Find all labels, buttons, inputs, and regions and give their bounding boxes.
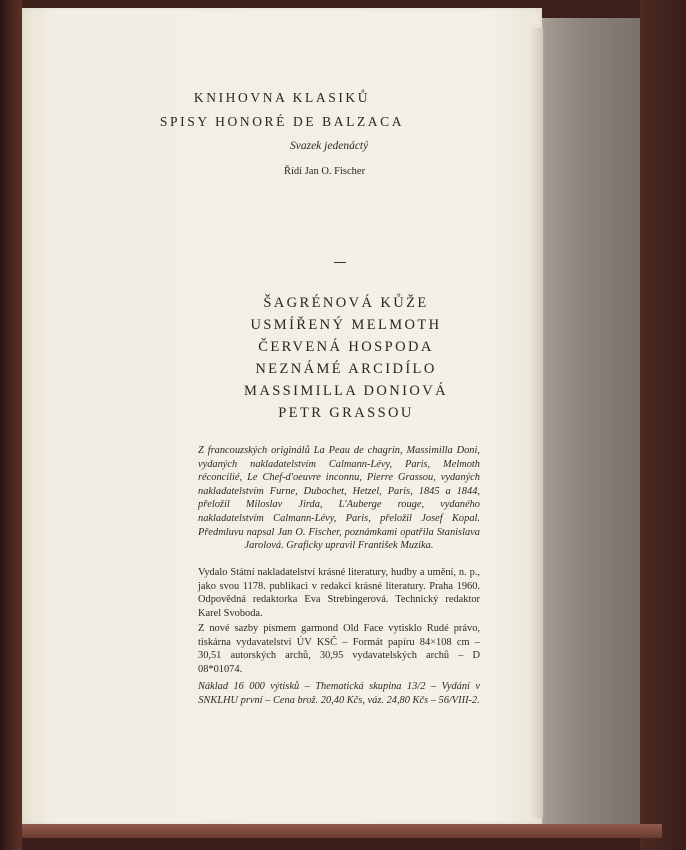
book-cover-right	[640, 0, 686, 850]
title-page	[22, 8, 542, 824]
work-title: MASSIMILLA DONIOVÁ	[244, 383, 448, 399]
series-title: KNIHOVNA KLASIKŮ	[193, 90, 371, 105]
edition-pricing: Náklad 16 000 výtisků – Thematická skupina 13/2 – Vydání v SNKLHU první – Cena brož. 20,40 Kčs, váz. 24,80 Kčs – 56/VIII-2.	[198, 681, 480, 706]
editor-line: Řídí Jan O. Fischer	[284, 166, 366, 177]
work-title: NEZNÁMÉ ARCIDÍLO	[255, 361, 437, 377]
work-title: ČERVENÁ HOSPODA	[258, 339, 434, 355]
page-fold	[527, 28, 543, 818]
work-title: ŠAGRÉNOVÁ KŮŽE	[263, 295, 429, 311]
separator-dash	[334, 262, 346, 263]
work-title: PETR GRASSOU	[278, 405, 414, 421]
book-cover-bottom	[22, 824, 662, 838]
publisher-note: Vydalo Státní nakladatelství krásné literatury, hudby a umění, n. p., jako svou 1178. publikaci v redakci krásné literatury. Praha 1960. Odpovědná redaktorka Eva Strebingerová. Technický redaktor Karel Svoboda.	[198, 567, 480, 619]
book-cover-left	[0, 0, 22, 850]
page-stack-edge	[538, 18, 640, 830]
series-author: SPISY HONORÉ DE BALZACA	[159, 114, 405, 129]
volume-label: Svazek jedenáctý	[290, 140, 369, 152]
work-title: USMÍŘENÝ MELMOTH	[250, 317, 442, 333]
printing-note: Z nové sazby písmem garmond Old Face vytisklo Rudé právo, tiskárna vydavatelství ÚV KSČ – Formát papíru 84×108 cm – 30,51 autorských archů, 30,95 vydavatelských archů – D 08*01074.	[198, 623, 480, 675]
works-list	[22, 292, 542, 424]
translation-note: Z francouzských originálů La Peau de chagrin, Massimilla Doni, vydaných nakladatelstvím Calmann-Lévy, Paris, Melmoth réconcilié, Le Chef-d'oeuvre inconnu, Pierre Grassou, vydaných nakladatelstvím Furne, Dubochet, Hetzel, Paris, 1845 a 1844, přeložil Miloslav Jirda, L'Auberge rouge, vydaného nakladatelstvím Calmann-Lévy, Paris, přeložil Josef Kopal. Předmluvu napsal Jan O. Fischer, poznámkami opatřila Stanislava Jarolová. Graficky upravil František Muzika.	[198, 445, 480, 552]
